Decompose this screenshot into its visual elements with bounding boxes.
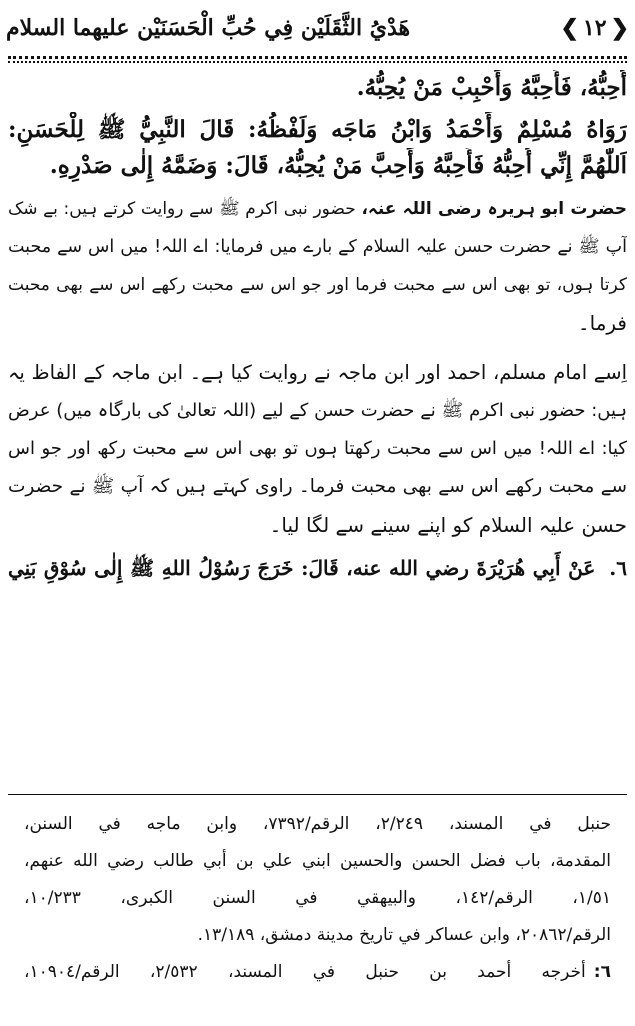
footnote-line-2: المقدمة، باب فضل الحسن والحسين ابني علي بن أبي طالب رضي الله عنهم، (24, 851, 611, 871)
running-title: هَدْيُ الثَّقَلَيْن فِي حُبِّ الْحَسَنَيْن عليهما السلام (6, 15, 411, 41)
urdu-para2-line-3: کیا: اے اللہ! میں اس سے محبت رکھتا ہوں تو بھی اس سے محبت رکھ اور جو اس (8, 438, 627, 459)
page-header (6, 6, 629, 50)
hadith-6-line (8, 550, 627, 586)
footnotes (24, 806, 611, 991)
urdu-para1-line-2: آپ ﷺ نے حضرت حسن علیہ السلام کے بارے میں فرمایا: اے اللہ! میں اس سے محبت (8, 237, 627, 257)
main-text (8, 70, 627, 586)
footnote-line-3: ١/٥١، الرقم/١٤٢، والبيهقي في السنن الكبرى، ١٠/٢٣٣، (24, 888, 611, 908)
urdu-para1-line-1 (8, 190, 627, 228)
urdu-para1-line-4: فرما۔ (577, 311, 627, 335)
arabic-line-3: اَللّٰهُمَّ إِنِّي أُحِبُّهُ فَأَحِبَّهُ وَأَحِبَّ مَنْ يُحِبُّهُ، قَالَ: وَضَمَّهُ إِلٰى صَدْرِهِ. (49, 152, 627, 179)
footnote-6-line (24, 954, 611, 991)
arabic-line-2: رَوَاهُ مُسْلِمٌ وَأَحْمَدُ وَابْنُ مَاجَه وَلَفْظُهُ: قَالَ النَّبِيُّ ﷺ لِلْحَسَنِ: (8, 116, 627, 143)
footnote-6-text: أخرجه أحمد بن حنبل في المسند، ٢/٥٣٢، الرقم/١٠٩٠٤، (24, 962, 586, 982)
urdu-para1-lead: حضرت ابو ہریرہ رضی اللہ عنہ، (361, 199, 627, 219)
arabic-line-1: أُحِبُّهُ، فَأَحِبَّهُ وَأَحْبِبْ مَنْ يُحِبُّهُ. (356, 74, 627, 101)
page-number: ١٢ (582, 15, 607, 41)
urdu-para2-line-2: ہیں: حضور نبی اکرم ﷺ نے حضرت حسن کے لیے (اللہ تعالیٰ کی بارگاہ میں) عرض (8, 400, 627, 421)
urdu-para1-line-3: کرتا ہوں، تو بھی اس سے محبت فرما اور جو اس سے محبت رکھے اس سے بھی محبت (8, 275, 627, 295)
header-dotted-rule (8, 56, 627, 59)
urdu-para1-line-1-text: حضور نبی اکرم ﷺ سے روایت کرتے ہیں: بے شک (8, 199, 356, 219)
urdu-para2-line-1: اِسے امام مسلم، احمد اور ابن ماجہ نے روایت کیا ہے۔ ابن ماجہ کے الفاظ یہ (8, 361, 627, 384)
urdu-para2-line-5: حسن علیہ السلام کو اپنے سینے سے لگا لیا۔ (269, 513, 627, 537)
bracket-ornament-icon: ❮ (610, 15, 629, 41)
hadith-number: ٦. (609, 556, 627, 580)
hadith-6-text: عَنْ أَبِي هُرَيْرَةَ رضي الله عنه، قَالَ: خَرَجَ رَسُوْلُ اللهِ ﷺ إِلٰى سُوْقِ بَنِي (8, 556, 596, 580)
urdu-para2-line-4: سے محبت رکھے اس سے بھی محبت فرما۔ راوی کہتے ہیں کہ آپ ﷺ نے حضرت (8, 476, 627, 497)
header-dotted-rule-secondary (8, 61, 627, 63)
bracket-ornament-icon: ❯ (560, 15, 579, 41)
footnote-line-1: حنبل في المسند، ٢/٢٤٩، الرقم/٧٣٩٢، وابن ماجه في السنن، (24, 814, 611, 834)
footnote-line-4: الرقم/٢٠٨٦٢، وابن عساكر في تاريخ مدينة دمشق، ١٣/١٨٩. (197, 925, 611, 945)
footnote-6-mark: ٦: (593, 962, 611, 982)
footnote-rule (8, 794, 627, 795)
page-number-box (560, 15, 629, 41)
